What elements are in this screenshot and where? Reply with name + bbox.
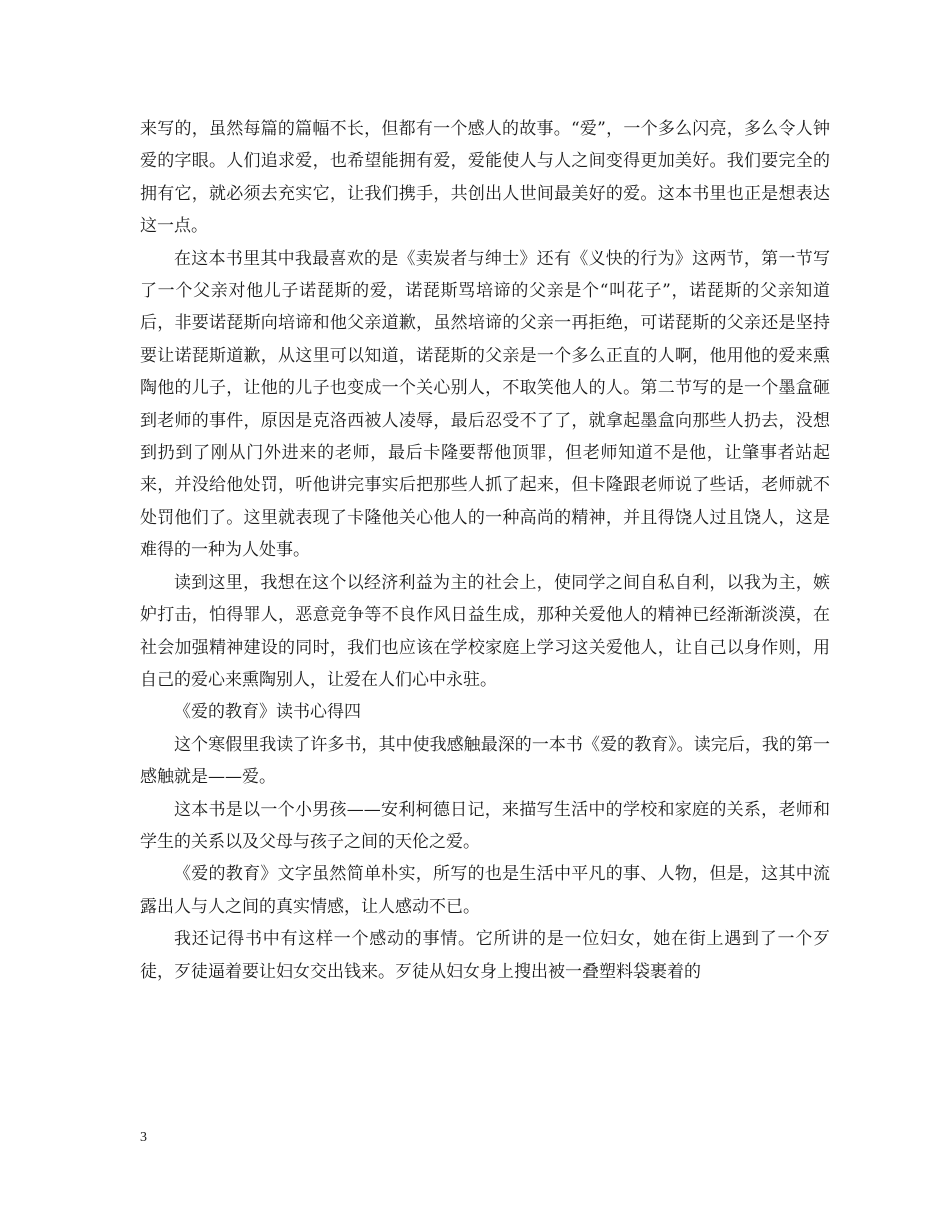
paragraph-5: 这个寒假里我读了许多书，其中使我感触最深的一本书《爱的教育》。读完后，我的第一感触就是——爱。 xyxy=(140,734,830,788)
section-heading: 《爱的教育》读书心得四 xyxy=(174,702,361,723)
paragraph-2: 在这本书里其中我最喜欢的是《卖炭者与绅士》还有《义快的行为》这两节，第一节写了一个父亲对他儿子诺琵斯的爱，诺琵斯骂培谛的父亲是个“叫花子”，诺琵斯的父亲知道后，非要诺琵斯向培谛和他父亲道歉，虽然培谛的父亲一再拒绝，可诺琵斯的父亲还是坚持要让诺琵斯道歉，从这里可以知道，诺琵斯的父亲是一个多么正直的人啊，他用他的爱来熏陶他的儿子，让他的儿子也变成一个关心别人，不取笑他人的人。第二节写的是一个墨盒砸到老师的事件，原因是克洛西被人凌辱，最后忍受不了了，就拿起墨盒向那些人扔去，没想到扔到了刚从门外进来的老师，最后卡隆要帮他顶罪，但老师知道不是他，让肇事者站起来，并没给他处罚，听他讲完事实后把那些人抓了起来，但卡隆跟老师说了些话，老师就不处罚他们了。这里就表现了卡隆他关心他人的一种高尚的精神，并且得饶人过且饶人，这是难得的一种为人处事。 xyxy=(140,248,830,561)
paragraph-1: 来写的，虽然每篇的篇幅不长，但都有一个感人的故事。“爱”，一个多么闪亮，多么令人钟爱的字眼。人们追求爱，也希望能拥有爱，爱能使人与人之间变得更加美好。我们要完全的拥有它，就必须去充实它，让我们携手，共创出人世间最美好的爱。这本书里也正是想表达这一点。 xyxy=(140,119,830,237)
page-number: 3 xyxy=(140,1130,147,1145)
paragraph-3: 读到这里，我想在这个以经济利益为主的社会上，使同学之间自私自利，以我为主，嫉妒打击，怕得罪人，恶意竞争等不良作风日益生成，那种关爱他人的精神已经渐渐淡漠，在社会加强精神建设的同时，我们也应该在学校家庭上学习这关爱他人，让自己以身作则，用自己的爱心来熏陶别人，让爱在人们心中永驻。 xyxy=(140,572,830,690)
document-body xyxy=(140,113,830,988)
paragraph-8: 我还记得书中有这样一个感动的事情。它所讲的是一位妇女，她在街上遇到了一个歹徒，歹徒逼着要让妇女交出钱来。歹徒从妇女身上搜出被一叠塑料袋裹着的 xyxy=(140,929,830,982)
paragraph-6: 这本书是以一个小男孩——安利柯德日记，来描写生活中的学校和家庭的关系，老师和学生的关系以及父母与孩子之间的天伦之爱。 xyxy=(140,799,830,852)
paragraph-7: 《爱的教育》文字虽然简单朴实，所写的也是生活中平凡的事、人物，但是，这其中流露出人与人之间的真实情感，让人感动不已。 xyxy=(140,864,830,917)
